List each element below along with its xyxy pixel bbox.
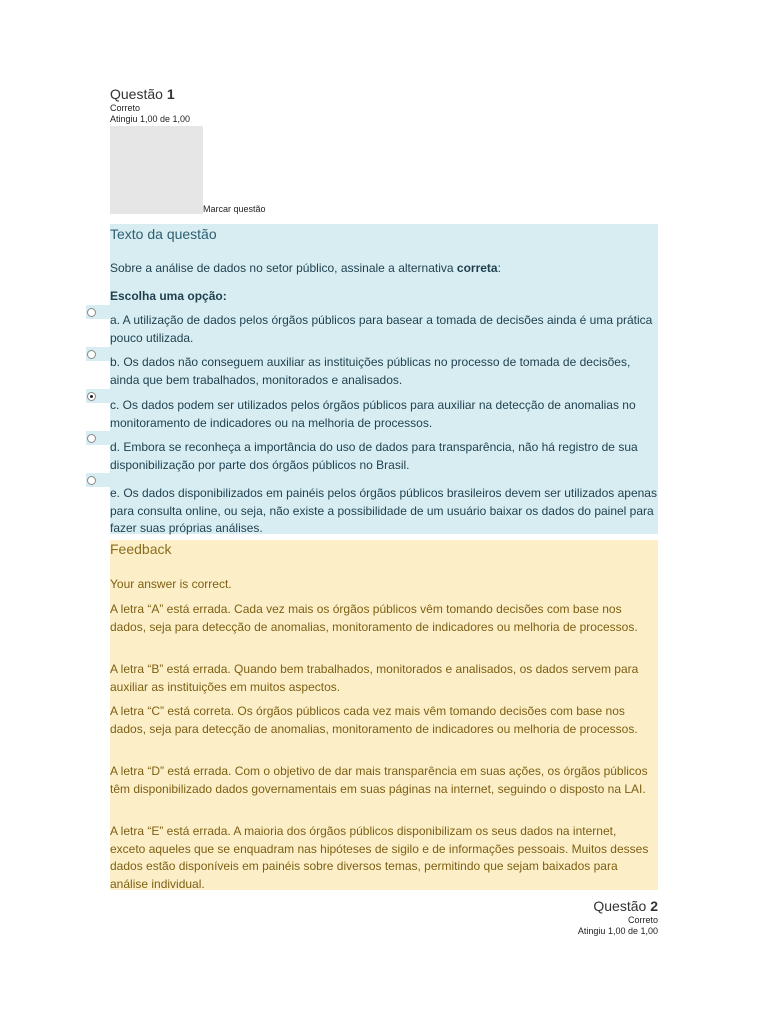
option-b-text[interactable]: b. Os dados não conseguem auxiliar as instituições públicas no processo de tomada de decisões, ainda que bem trabalhados, monitorados e analisados. (110, 355, 631, 387)
question-2-status: Correto (627, 915, 658, 925)
question-1-grade: Atingiu 1,00 de 1,00 (110, 114, 191, 124)
option-a-radio[interactable] (87, 308, 96, 317)
question-text-heading: Texto da questão (110, 226, 217, 242)
prompt-text: Sobre a análise de dados no setor público, assinale a alternativa (110, 261, 457, 275)
option-b-radio[interactable] (87, 350, 96, 359)
option-a-text[interactable]: a. A utilização de dados pelos órgãos públicos para basear a tomada de decisões ainda é uma prática pouco utilizada. (110, 313, 653, 345)
prompt-bold-text: correta (456, 261, 498, 275)
option-e-text[interactable]: e. Os dados disponibilizados em painéis pelos órgãos públicos brasileiros devem ser utilizados apenas para consulta online, ou seja, não existe a possibilidade de um usuário baixar os dados do painel para fazer suas próprias análises. (110, 486, 657, 535)
prompt-colon: : (497, 261, 501, 275)
question-number: 2 (650, 898, 658, 914)
option-e-radio[interactable] (87, 476, 96, 485)
question-1-header (110, 86, 190, 125)
question-number: 1 (166, 86, 175, 102)
question-2-grade: Atingiu 1,00 de 1,00 (577, 926, 658, 936)
flag-question-label[interactable]: Marcar questão (203, 204, 266, 214)
question-label: Questão (110, 86, 163, 102)
feedback-paragraph: A letra “E” está errada. A maioria dos órgãos públicos disponibilizam os seus dados na internet, exceto aqueles que se enquadram nas hipóteses de sigilo e de informações pessoais. Muitos desses dados estão disponíveis em painéis sobre diversos temas, permitindo que sejam baixados para análise individual. (110, 824, 649, 891)
feedback-paragraph: A letra “C” está correta. Os órgãos públicos cada vez mais vêm tomando decisões com base nos dados, seja para detecção de anomalias, monitoramento de indicadores ou melhoria de processos. (110, 704, 638, 736)
question-label: Questão (593, 898, 647, 914)
question-2-title (578, 898, 658, 915)
option-d-text[interactable]: d. Embora se reconheça a importância do uso de dados para transparência, não há registro de sua disponibilização por parte dos órgãos públicos no Brasil. (110, 440, 638, 472)
option-d-radio[interactable] (87, 434, 96, 443)
feedback-paragraph: A letra “B” está errada. Quando bem trabalhados, monitorados e analisados, os dados servem para auxiliar as instituições em muitos aspectos. (110, 662, 639, 694)
option-c-text[interactable]: c. Os dados podem ser utilizados pelos órgãos públicos para auxiliar na detecção de anomalias no monitoramento de indicadores ou na melhoria de processos. (110, 398, 636, 430)
question-1-status: Correto (110, 103, 141, 113)
flag-question-box[interactable] (110, 126, 203, 214)
choose-option-label: Escolha uma opção: (110, 289, 227, 303)
question-2-header (578, 898, 658, 937)
question-1-title (110, 86, 190, 103)
feedback-heading: Feedback (110, 541, 172, 557)
feedback-paragraph: A letra “D” está errada. Com o objetivo de dar mais transparência em suas ações, os órgãos públicos têm disponibilizado dados governamentais em suas páginas na internet, seguindo o disposto na LAI. (110, 764, 648, 796)
question-prompt (110, 261, 501, 275)
feedback-correct-message: Your answer is correct. (110, 577, 232, 591)
option-c-radio[interactable] (87, 392, 96, 401)
feedback-paragraph: A letra “A” está errada. Cada vez mais os órgãos públicos vêm tomando decisões com base nos dados, seja para detecção de anomalias, monitoramento de indicadores ou melhoria de processos. (110, 602, 638, 634)
